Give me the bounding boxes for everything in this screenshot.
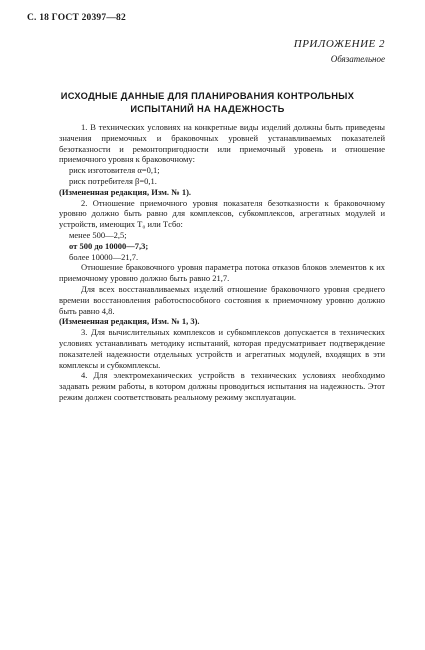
appendix-label [294,38,385,64]
edition-note: (Измененная редакция, Изм. № 1). [59,186,192,197]
paragraph-2-restorable: Для всех восстанавливаемых изделий отношение браковочного уровня среднего времени восстановления работоспособного состояния к приемочному уровню должно быть равно 4,8. [59,283,385,316]
paragraph-3: 3. Для вычислительных комплексов и субкомплексов допускается в технических условиях устанавливать методику испытаний, которая предусматривает подтверждение показателей надежности отдельных устройств и агрегатных модулей, входящих в эти комплексы и субкомплексы. [59,327,385,370]
range-item: от 500 до 10000—7,3; [69,240,149,251]
document-body [59,122,385,403]
range-item: менее 500—2,5; [69,229,127,240]
paragraph-4: 4. Для электромеханических устройств в технических условиях необходимо задавать режим работы, в котором должны проводиться испытания на надежность. Этот режим должен соответствовать реальному режиму эксплуатации. [59,370,385,402]
risk-consumer: риск потребителя β=0,1. [69,175,157,186]
document-title [30,90,385,115]
appendix-subtitle: Обязательное [330,54,385,64]
paragraph-1: 1. В технических условиях на конкретные виды изделий должны быть приведены значения приемочных и браковочных уровней устанавливаемых показателей безотказности и ремонтопригодности или приемочный уровень и отношение приемочного уровня к браковочному: [59,122,385,165]
title-line: ИСПЫТАНИЙ НА НАДЕЖНОСТЬ [130,103,285,114]
range-item: более 10000—21,7. [69,251,139,262]
paragraph-2: 2. Отношение приемочного уровня показателя безотказности к браковочному уровню должно быть равно для комплексов, субкомплексов, агрегатных модулей и устройств, имеющих T₀ или Tсбо: [59,197,385,230]
paragraph-2-ratio: Отношение браковочного уровня параметра потока отказов блоков элементов к их приемочному уровню должно быть равно 21,7. [59,262,385,284]
page-header: С. 18 ГОСТ 20397—82 [27,13,126,23]
edition-note: (Измененная редакция, Изм. № 1, 3). [59,316,200,327]
risk-manufacturer: риск изготовителя α=0,1; [69,165,160,176]
appendix-title: ПРИЛОЖЕНИЕ 2 [293,38,385,50]
title-line: ИСХОДНЫЕ ДАННЫЕ ДЛЯ ПЛАНИРОВАНИЯ КОНТРОЛЬНЫХ [60,91,355,101]
